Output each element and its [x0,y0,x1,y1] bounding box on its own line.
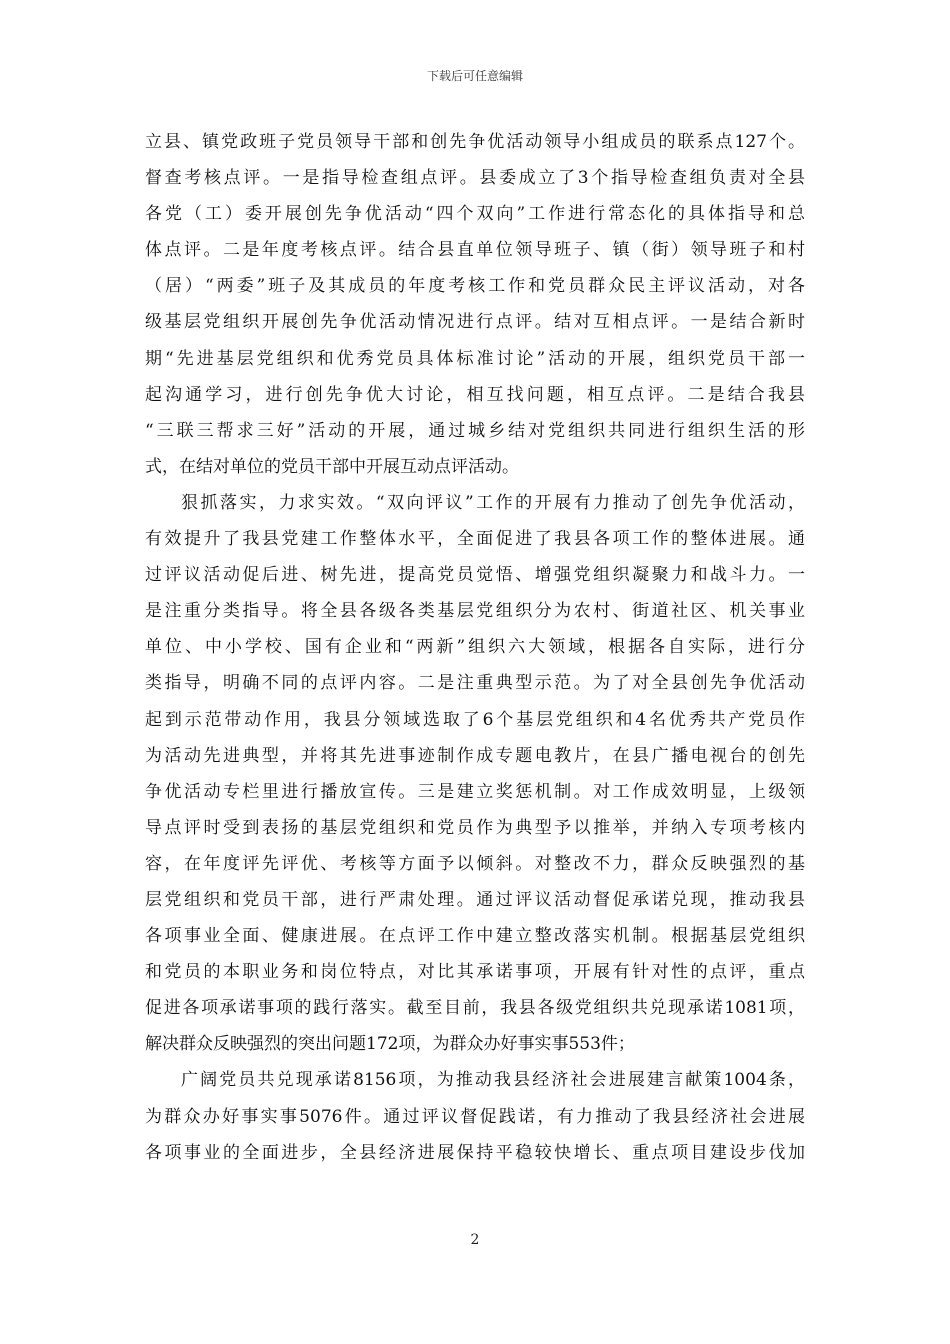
text-line: 广阔党员共兑现承诺8156项，为推动我县经济社会进展建言献策1004条， [181,1070,805,1091]
page-number: 2 [470,1232,480,1248]
text-line: 促进各项承诺事项的践行落实。截至目前，我县各级党组织共兑现承诺1081项， [145,998,805,1019]
text-line: 起到示范带动作用，我县分领域选取了6个基层党组织和4名优秀共产党员作 [145,709,805,730]
text-line: 为群众办好事实事5076件。通过评议督促践诺，有力推动了我县经济社会进展 [145,1106,805,1127]
text-line: 督查考核点评。一是指导检查组点评。县委成立了3个指导检查组负责对全县 [145,168,805,189]
text-line: 是注重分类指导。将全县各级各类基层党组织分为农村、街道社区、机关事业 [145,601,805,622]
text-line: （居）“两委”班子及其成员的年度考核工作和党员群众民主评议活动，对各 [145,276,805,297]
text-line: 容，在年度评先评优、考核等方面予以倾斜。对整改不力，群众反映强烈的基 [145,853,805,874]
text-line: 各项事业全面、健康进展。在点评工作中建立整改落实机制。根据基层党组织 [145,926,805,947]
text-line: 单位、中小学校、国有企业和“两新”组织六大领域，根据各自实际，进行分 [145,637,805,658]
text-line: 和党员的本职业务和岗位特点，对比其承诺事项，开展有针对性的点评，重点 [145,962,805,983]
text-line: 过评议活动促后进、树先进，提高党员觉悟、增强党组织凝聚力和战斗力。一 [145,565,805,586]
text-line: 体点评。二是年度考核点评。结合县直单位领导班子、镇（街）领导班子和村 [145,240,805,261]
text-line: 解决群众反映强烈的突出问题172项，为群众办好事实事553件； [145,1034,635,1055]
text-line: 导点评时受到表扬的基层党组织和党员作为典型予以推举，并纳入专项考核内 [145,817,805,838]
text-line: “三联三帮求三好”活动的开展，通过城乡结对党组织共同进行组织生活的形 [145,420,805,441]
page-header-note: 下载后可任意编辑 [426,69,523,83]
text-line: 起沟通学习，进行创先争优大讨论，相互找问题，相互点评。二是结合我县 [145,384,805,405]
text-line: 狠抓落实，力求实效。“双向评议”工作的开展有力推动了创先争优活动， [181,492,805,513]
text-line: 立县、镇党政班子党员领导干部和创先争优活动领导小组成员的联系点127个。 [145,132,805,152]
text-line: 为活动先进典型，并将其先进事迹制作成专题电教片，在县广播电视台的创先 [145,745,805,766]
text-line: 争优活动专栏里进行播放宣传。三是建立奖惩机制。对工作成效明显，上级领 [145,781,805,802]
text-line: 式，在结对单位的党员干部中开展互动点评活动。 [145,456,519,477]
text-line: 各党（工）委开展创先争优活动“四个双向”工作进行常态化的具体指导和总 [145,204,805,225]
text-line: 级基层党组织开展创先争优活动情况进行点评。结对互相点评。一是结合新时 [145,312,805,333]
text-line: 类指导，明确不同的点评内容。二是注重典型示范。为了对全县创先争优活动 [145,673,805,694]
text-line: 期“先进基层党组织和优秀党员具体标准讨论”活动的开展，组织党员干部一 [145,348,805,369]
text-line: 有效提升了我县党建工作整体水平，全面促进了我县各项工作的整体进展。通 [145,529,805,550]
text-line: 层党组织和党员干部，进行严肃处理。通过评议活动督促承诺兑现，推动我县 [145,889,805,910]
document-body [145,124,805,1171]
text-line: 各项事业的全面进步，全县经济进展保持平稳较快增长、重点项目建设步伐加 [145,1142,805,1163]
